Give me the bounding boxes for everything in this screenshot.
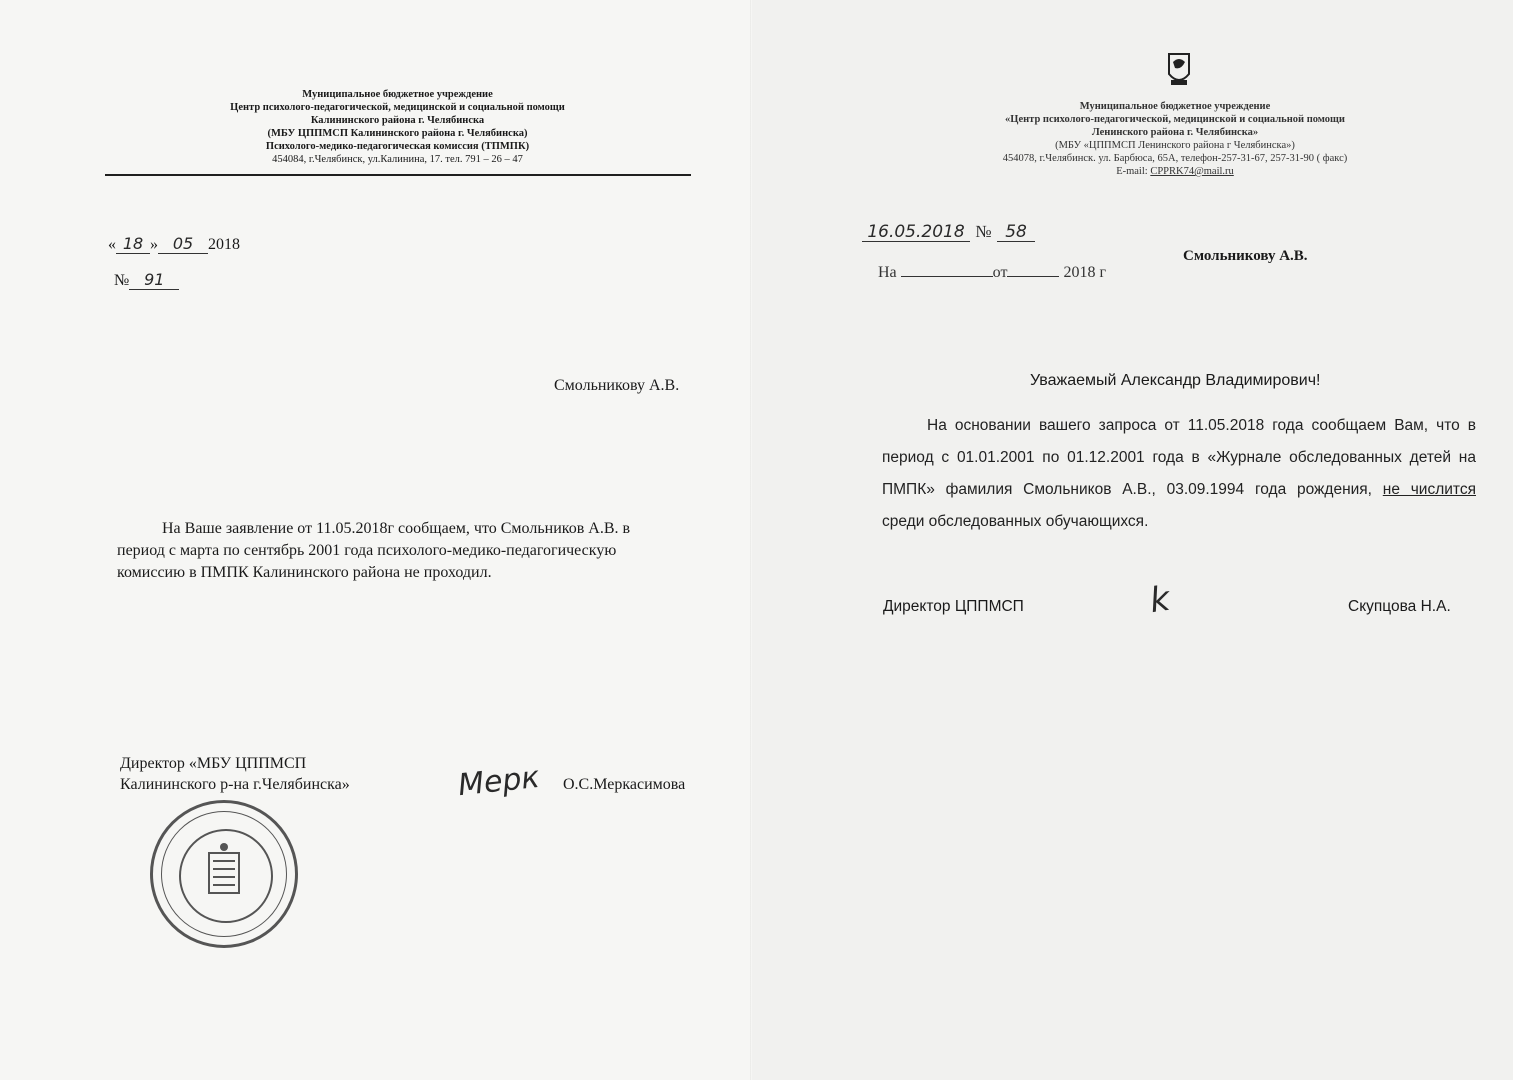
right-signer-title: Директор ЦППМСП bbox=[883, 598, 1024, 615]
left-letter-body bbox=[117, 518, 677, 584]
left-letter-number: № 91 bbox=[114, 270, 179, 292]
right-registration: 16.05.2018 № 58 bbox=[862, 222, 1035, 242]
body-line: период с марта по сентябрь 2001 года психолого-медико-педагогическую bbox=[117, 542, 617, 559]
seal-emblem-icon bbox=[179, 829, 273, 923]
left-letterhead bbox=[105, 88, 690, 166]
body-line: ПМПК» фамилия Смольников А.В., 03.09.1994 года рождения, не числится bbox=[882, 481, 1476, 498]
date-month: 05 bbox=[158, 235, 208, 254]
right-letterhead-line: «Центр психолого-педагогической, медицинской и социальной помощи bbox=[1005, 114, 1345, 125]
left-letterhead-line: Центр психолого-педагогической, медицинской и социальной помощи bbox=[230, 102, 565, 113]
reference-blank bbox=[1007, 276, 1059, 277]
body-line: На основании вашего запроса от 11.05.2018 года сообщаем Вам, что в bbox=[927, 417, 1476, 434]
email-link[interactable]: CPPRK74@mail.ru bbox=[1150, 166, 1234, 177]
left-addressee: Смольникову А.В. bbox=[554, 377, 680, 394]
coat-of-arms-icon bbox=[181, 831, 267, 917]
date-year: 2018 bbox=[208, 236, 240, 253]
right-letterhead bbox=[960, 100, 1390, 178]
official-seal-stamp bbox=[150, 800, 298, 948]
left-signature: Мерк bbox=[456, 759, 542, 804]
registration-number: 58 bbox=[997, 223, 1035, 242]
body-line: среди обследованных обучающихся. bbox=[882, 513, 1149, 530]
right-addressee: Смольникову А.В. bbox=[1183, 248, 1308, 264]
letterhead-divider bbox=[105, 174, 691, 176]
letter-number-value: 91 bbox=[129, 271, 179, 290]
right-letterhead-line: Ленинского района г. Челябинска» bbox=[1091, 127, 1259, 138]
body-line: комиссию в ПМПК Калининского района не проходил. bbox=[117, 564, 492, 581]
right-letterhead-email: E-mail: CPPRK74@mail.ru bbox=[1116, 166, 1234, 177]
coat-of-arms-icon bbox=[1165, 48, 1193, 90]
right-letterhead-line: 454078, г.Челябинск. ул. Барбюса, 65А, телефон-257-31-67, 257-31-90 ( факс) bbox=[1002, 153, 1348, 164]
left-signer-name: О.С.Меркасимова bbox=[563, 776, 686, 793]
left-letterhead-line: Калининского района г. Челябинска bbox=[310, 115, 485, 126]
underlined-phrase: не числится bbox=[1382, 481, 1476, 498]
left-letterhead-line: (МБУ ЦППМСП Калининского района г. Челябинска) bbox=[267, 128, 528, 139]
right-letterhead-line: (МБУ «ЦППМСП Ленинского района г Челябинска») bbox=[1055, 140, 1295, 151]
body-line: На Ваше заявление от 11.05.2018г сообщаем, что Смольников А.В. в bbox=[162, 520, 631, 537]
right-reference-line: На от 2018 г bbox=[878, 264, 1106, 281]
body-line: период с 01.01.2001 по 01.12.2001 года в «Журнале обследованных детей на bbox=[882, 449, 1476, 466]
left-letter-date: « 18 » 05 2018 bbox=[108, 234, 240, 253]
left-signer-title: Директор «МБУ ЦППМСП Калининского р-на г.Челябинска» bbox=[120, 755, 350, 793]
date-day: 18 bbox=[116, 235, 150, 254]
right-greeting: Уважаемый Александр Владимирович! bbox=[1030, 372, 1321, 389]
left-letterhead-line: 454084, г.Челябинск, ул.Калинина, 17. тел. 791 – 26 – 47 bbox=[272, 154, 523, 165]
right-letterhead-line: Муниципальное бюджетное учреждение bbox=[1079, 101, 1271, 112]
left-letter-page bbox=[0, 0, 752, 1080]
right-signer-name: Скупцова Н.А. bbox=[1348, 598, 1451, 615]
reference-blank bbox=[901, 276, 993, 277]
registration-date: 16.05.2018 bbox=[862, 223, 970, 242]
right-letter-body bbox=[882, 410, 1476, 538]
right-signature: k bbox=[1147, 578, 1173, 622]
left-letterhead-line: Муниципальное бюджетное учреждение bbox=[302, 89, 493, 100]
left-letterhead-line: Психолого-медико-педагогическая комиссия (ТПМПК) bbox=[265, 141, 530, 152]
